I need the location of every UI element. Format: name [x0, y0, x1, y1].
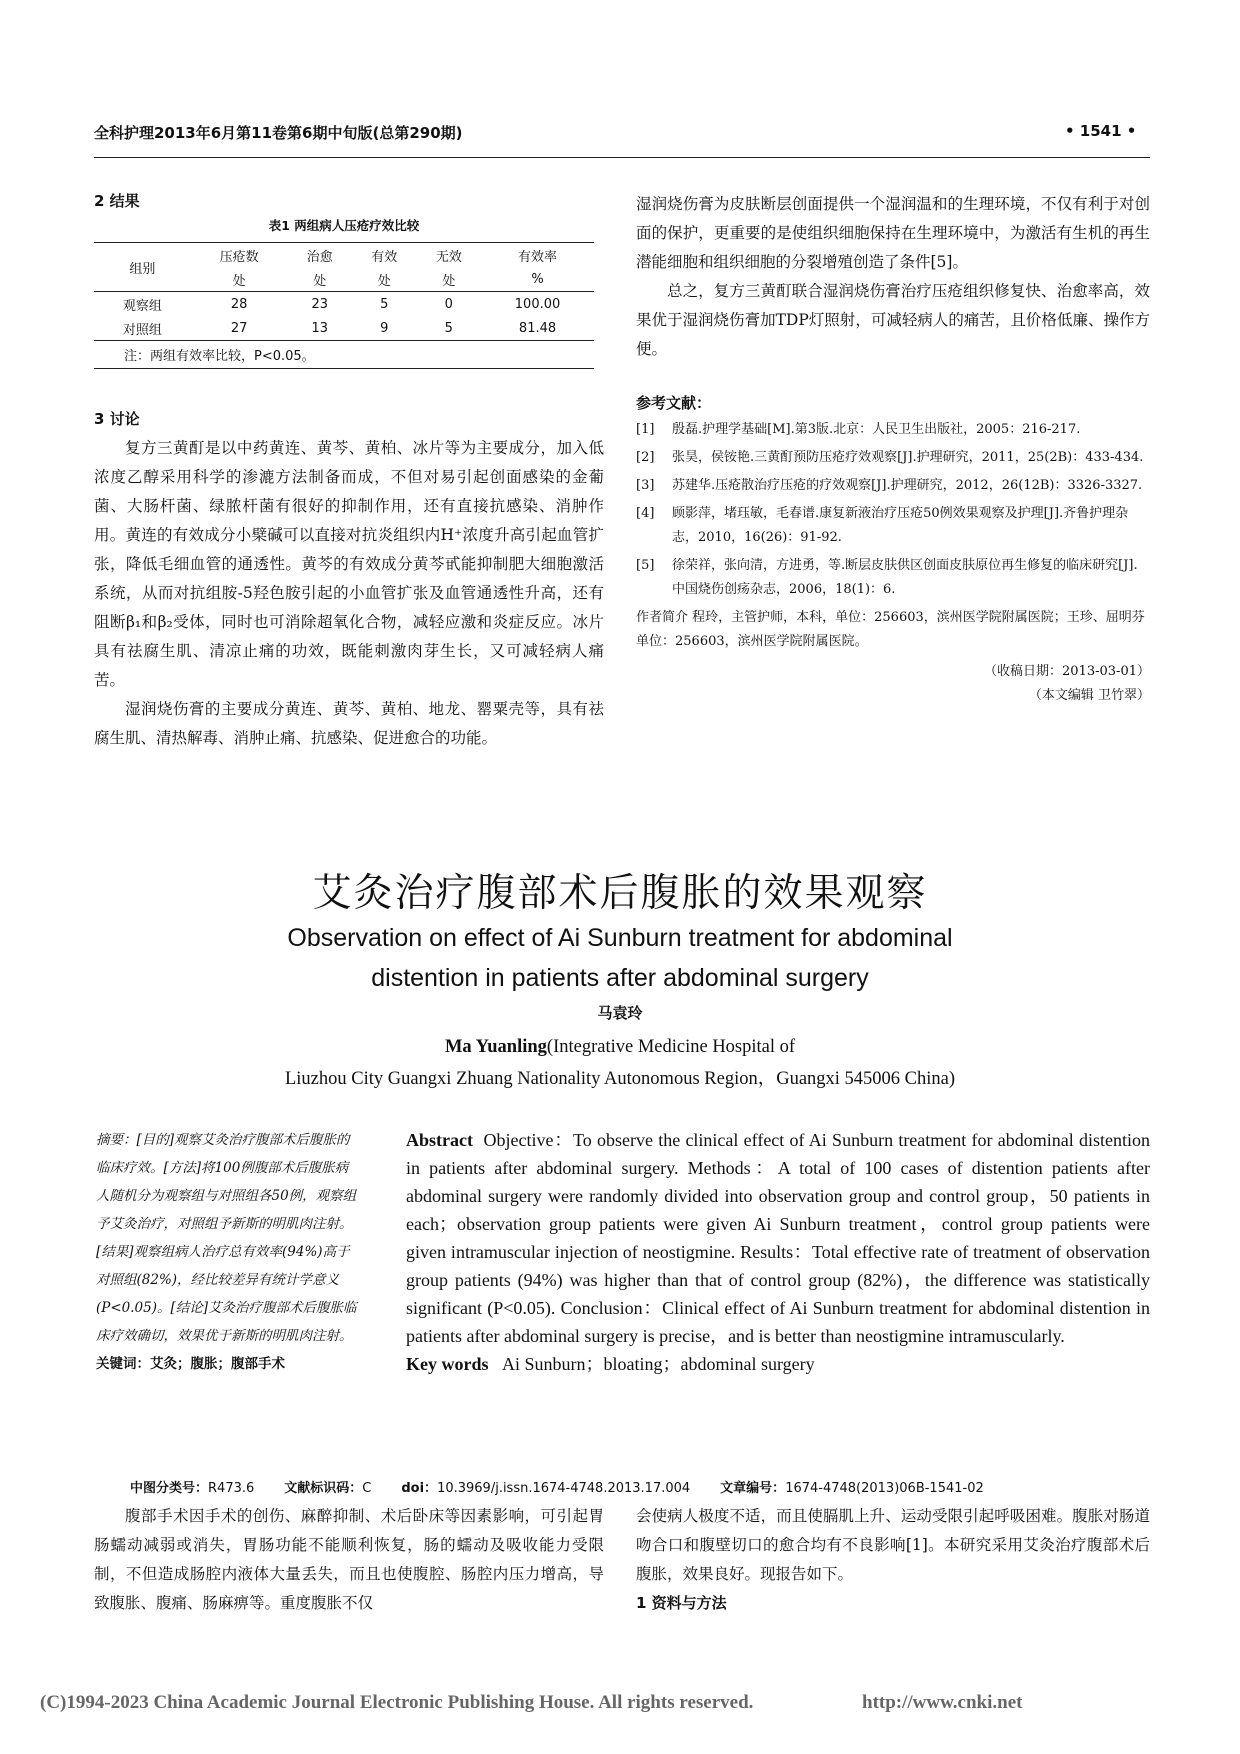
col-header: 无效 [417, 243, 482, 268]
reference-item [636, 418, 1150, 442]
col-header: 有效率 [481, 243, 594, 268]
table-cell: 13 [288, 316, 353, 341]
reference-text: 张昊，侯铵艳.三黄酊预防压疮疗效观察[J].护理研究，2011，25(2B)：433-434. [672, 450, 1144, 465]
reference-number: [1] [636, 422, 655, 437]
reference-item [636, 554, 1150, 602]
table-row [94, 292, 594, 317]
author-name-cn: 马袁玲 [597, 1004, 643, 1022]
paragraph: 总之，复方三黄酊联合湿润烧伤膏治疗压疮组织修复快、治愈率高，效果优于湿润烧伤膏加TDP灯照射，可减轻病人的痛苦，且价格低廉、操作方便。 [636, 282, 1150, 358]
reference-text: 顾影萍，堵珏敏，毛春谱.康复新液治疗压疮50例效果观察及护理[J].齐鲁护理杂志，2010，16(26)：91-92. [672, 506, 1129, 545]
reference-text: 苏建华.压疮散治疗压疮的疗效观察[J].护理研究，2012，26(12B)：3326-3327. [672, 478, 1143, 493]
copyright-notice: (C)1994-2023 China Academic Journal Electronic Publishing House. All rights reserved. [40, 1692, 754, 1713]
paragraph: 复方三黄酊是以中药黄连、黄芩、黄柏、冰片等为主要成分，加入低浓度乙醇采用科学的渗漉方法制备而成，不但对易引起创面感染的金葡菌、大肠杆菌、绿脓杆菌有很好的抑制作用，还有直接抗感染、消肿作用。黄连的有效成分小檗碱可以直接对抗炎组织内H⁺浓度升高引起血管扩张，降低毛细血管的通透性。黄芩的有效成分黄芩甙能抑制肥大细胞激活系统，从而对抗组胺-5羟色胺引起的小血管扩张及血管通透性升高，还有阻断β₁和β₂受体，同时也可消除超氧化合物，减轻应激和炎症反应。冰片具有祛腐生肌、清凉止痛的功效，既能刺激肉芽生长，又可减轻病人痛苦。 [94, 439, 604, 689]
keywords-cn: 关键词：艾灸；腹胀；腹部手术 [96, 1356, 285, 1372]
table-caption: 表1 两组病人压疮疗效比较 [268, 218, 420, 233]
editor-note: （本文编辑 卫竹翠） [1028, 688, 1150, 703]
article-no-value: 1674-4748(2013)06B-1541-02 [785, 1481, 984, 1496]
reference-text: 徐荣祥，张向清，方进勇，等.断层皮肤供区创面皮肤原位再生修复的临床研究[J].中国烧伤创疡杂志，2006，18(1)：6. [672, 558, 1138, 597]
paragraph: 湿润烧伤膏为皮肤断层创面提供一个湿润温和的生理环境，不仅有利于对创面的保护，更重要的是使组织细胞保持在生理环境中，为激活有生机的再生潜能细胞和组织细胞的分裂增殖创造了条件[5]。 [636, 195, 1150, 271]
author-intro: 作者简介 程玲，主管护师，本科，单位：256603，滨州医学院附属医院；王珍、屈明芬单位：256603，滨州医学院附属医院。 [636, 610, 1145, 649]
table-cell: 23 [311, 296, 329, 312]
article-title-cn: 艾灸治疗腹部术后腹胀的效果观察 [312, 871, 928, 916]
reference-number: [5] [636, 558, 655, 573]
abstract-cn-text: 摘要：[目的]观察艾灸治疗腹部术后腹胀的临床疗效。[方法]将100例腹部术后腹胀病人随机分为观察组与对照组各50例，观察组予艾灸治疗，对照组予新斯的明肌肉注射。[结果]观察组病人治疗总有效率(94%)高于对照组(82%)，经比较差异有统计学意义(P<0.05)。[结论]艾灸治疗腹部术后腹胀临床疗效确切，效果优于新斯的明肌肉注射。 [96, 1132, 357, 1344]
header-rule [94, 157, 1150, 158]
methods-heading: 1 资料与方法 [636, 1594, 727, 1612]
keywords-en-label: Key words [406, 1354, 489, 1374]
col-header: 有效 [352, 243, 417, 268]
doccode-label: 文献标识码： [284, 1481, 363, 1496]
discussion-body [94, 434, 604, 753]
classification-line [130, 1477, 1150, 1496]
affiliation-line1 [0, 1032, 1240, 1062]
col-header: 压疮数 [191, 243, 288, 268]
col-header: 治愈 [288, 243, 353, 268]
article-no-label: 文章编号： [720, 1481, 786, 1496]
col-unit: % [481, 267, 594, 292]
paragraph: 会使病人极度不适，而且使膈肌上升、运动受限引起呼吸困难。腹胀对肠道吻合口和腹壁切口的愈合均有不良影响[1]。本研究采用艾灸治疗腹部术后腹胀，效果良好。现报告如下。 [636, 1507, 1150, 1583]
table-row [94, 316, 594, 341]
doc-code [284, 1477, 371, 1496]
table-cell: 81.48 [481, 316, 594, 341]
reference-number: [3] [636, 478, 655, 493]
reference-item [636, 446, 1150, 470]
discussion-heading: 3 讨论 [94, 410, 140, 428]
clc-code [130, 1477, 254, 1496]
col-unit: 处 [417, 267, 482, 292]
author-name-en: Ma Yuanling [444, 1037, 547, 1057]
reference-item [636, 474, 1150, 498]
col-unit: 处 [191, 267, 288, 292]
clc-label: 中图分类号： [130, 1481, 209, 1496]
clc-value: R473.6 [208, 1481, 255, 1496]
table-cell: 9 [352, 316, 417, 341]
col-group: 组别 [94, 243, 191, 292]
page-number: • 1541 • [1065, 122, 1137, 140]
intro-left [94, 1502, 604, 1618]
reference-number: [2] [636, 450, 655, 465]
article-number [720, 1477, 984, 1496]
table-cell: 5 [380, 296, 389, 312]
abstract-en-text: Objective：To observe the clinical effect of Ai Sunburn treatment for abdominal distention in patients after abdominal surgery. Methods：A total of 100 cases of distention patients after abdominal surgery were randomly divided into observation group and control group，50 patients in each；observation group patients were given Ai Sunburn treatment，control group patients were given intramuscular injection of neostigmine. Results：Total effective rate of treatment of observation group patients (94%) was higher than that of control group (82%)，the difference was statistically significant (P<0.05). Conclusion：Clinical effect of Ai Sunburn treatment for abdominal distention in patients after abdominal surgery is precise，and is better than neostigmine intramuscularly. [406, 1130, 1151, 1346]
intro-right [636, 1502, 1150, 1618]
reference-item [636, 502, 1150, 550]
affiliation-text: (Integrative Medicine Hospital of [546, 1037, 796, 1057]
col-unit: 处 [288, 267, 353, 292]
table-cell: 5 [417, 316, 482, 341]
table-cell: 27 [191, 316, 288, 341]
table-cell: 0 [444, 296, 453, 312]
abstract-cn [96, 1126, 358, 1378]
reference-number: [4] [636, 506, 655, 521]
right-column-body [636, 190, 1150, 364]
reference-list [636, 418, 1150, 708]
doi [401, 1477, 690, 1496]
table-cell: 观察组 [122, 298, 162, 314]
keywords-en: Ai Sunburn；bloating；abdominal surgery [502, 1354, 815, 1374]
article-title-en-line2: distention in patients after abdominal surgery [371, 964, 869, 992]
doi-value: 10.3969/j.issn.1674-4748.2013.17.004 [437, 1481, 691, 1496]
doi-label: doi： [401, 1481, 438, 1496]
results-heading: 2 结果 [94, 192, 140, 210]
table-note: 注：两组有效率比较，P<0.05。 [94, 341, 594, 369]
results-table [94, 242, 594, 369]
doccode-value: C [362, 1481, 372, 1496]
footer-url[interactable]: http://www.cnki.net [862, 1692, 1023, 1713]
journal-header: 全科护理2013年6月第11卷第6期中旬版(总第290期) [94, 124, 463, 142]
reference-text: 殷磊.护理学基础[M].第3版.北京：人民卫生出版社，2005：216-217. [672, 422, 1081, 437]
abstract-en-label: Abstract [406, 1130, 473, 1150]
references-heading: 参考文献： [636, 394, 712, 412]
table-cell: 对照组 [94, 316, 191, 341]
affiliation-line2: Liuzhou City Guangxi Zhuang Nationality Autonomous Region，Guangxi 545006 China) [284, 1069, 956, 1089]
paragraph: 腹部手术因手术的创伤、麻醉抑制、术后卧床等因素影响，可引起胃肠蠕动减弱或消失，胃肠功能不能顺利恢复，肠的蠕动及吸收能力受限制，不但造成肠腔内液体大量丢失，而且也使腹腔、肠腔内压力增高，导致腹胀、腹痛、肠麻痹等。重度腹胀不仅 [94, 1507, 604, 1612]
table-cell: 100.00 [514, 296, 561, 312]
col-unit: 处 [352, 267, 417, 292]
article-title-en-line1: Observation on effect of Ai Sunburn treatment for abdominal [287, 924, 953, 952]
abstract-en [406, 1126, 1150, 1378]
paragraph: 湿润烧伤膏的主要成分黄连、黄芩、黄柏、地龙、罂粟壳等，具有祛腐生肌、清热解毒、消肿止痛、抗感染、促进愈合的功能。 [94, 700, 604, 747]
received-date: （收稿日期：2013-03-01） [984, 664, 1150, 679]
table-cell: 28 [230, 296, 248, 312]
